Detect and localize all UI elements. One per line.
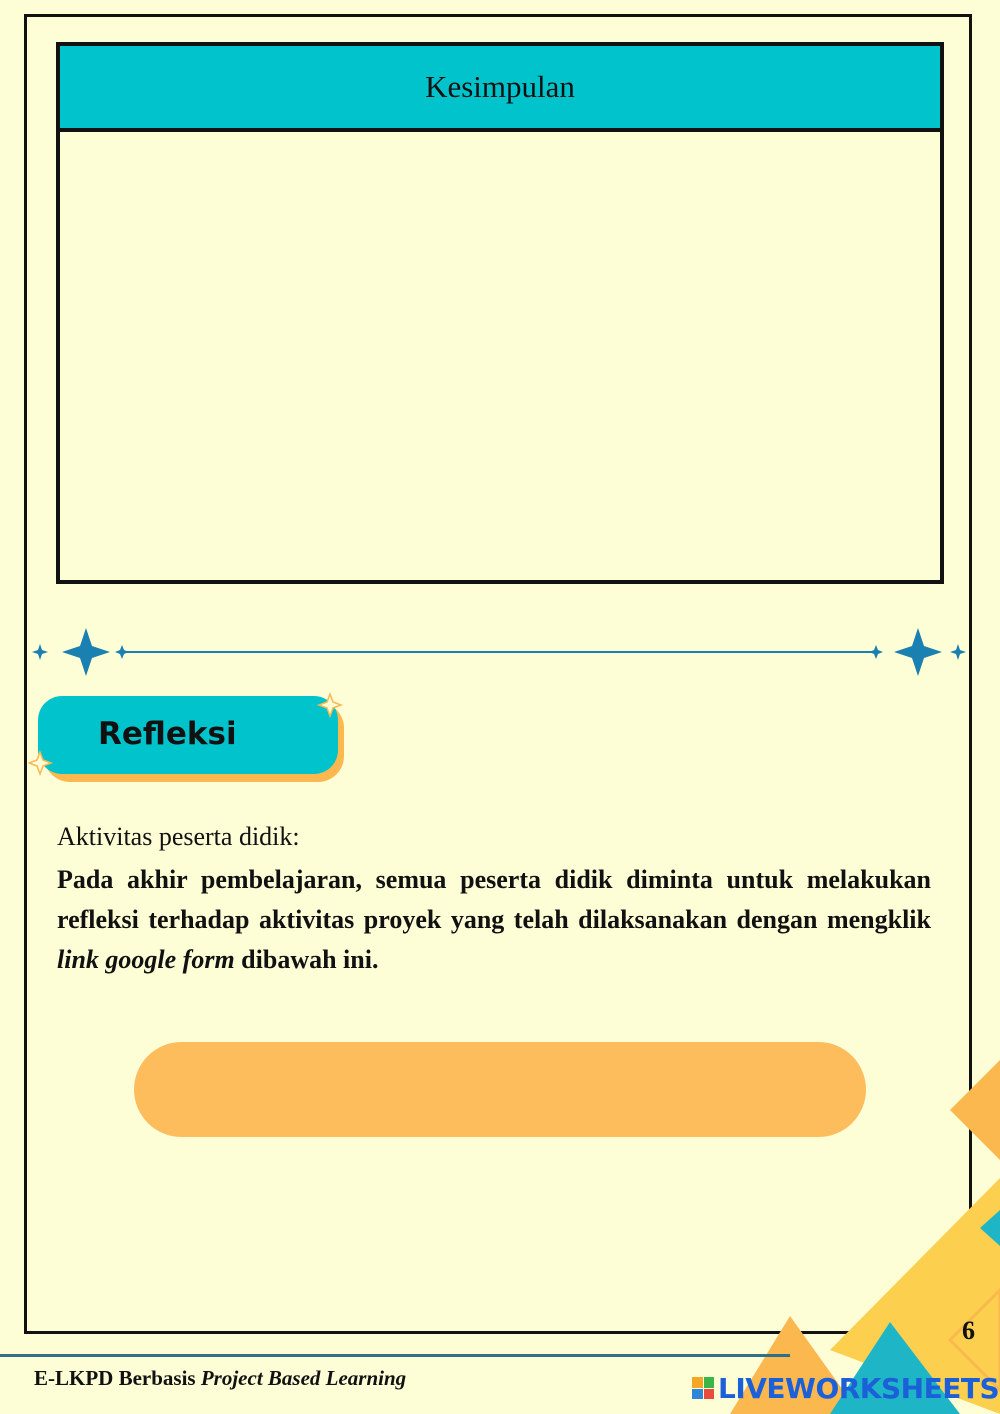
kesimpulan-title: Kesimpulan [60,46,940,132]
link-phrase: link google form [57,945,235,974]
liveworksheets-wordmark: LIVEWORKSHEETS [718,1371,1000,1405]
footer-title: E-LKPD Berbasis Project Based Learning [34,1366,407,1390]
kesimpulan-answer-box[interactable] [56,42,944,584]
small-star-icon [950,644,966,660]
activity-heading: Aktivitas peserta didik: [57,822,300,851]
star-divider [30,626,970,680]
small-star-icon [115,645,129,659]
refleksi-title: Refleksi [98,716,237,752]
activity-text-end: dibawah ini. [234,945,379,974]
liveworksheets-logo [692,1370,999,1406]
page-number: 6 [962,1316,975,1345]
activity-instructions [57,860,931,980]
corner-decoration [690,1060,1000,1414]
small-star-icon [32,644,48,660]
large-star-icon [62,628,110,676]
activity-text-start: Pada akhir pembelajaran, semua peserta didik diminta untuk melakukan refleksi terhadap aktivitas proyek yang telah dilaksanakan dengan mengklik [57,865,931,934]
small-star-icon [869,645,883,659]
footer-rule [0,1354,790,1357]
large-star-icon [894,628,942,676]
liveworksheets-icon [692,1377,714,1399]
